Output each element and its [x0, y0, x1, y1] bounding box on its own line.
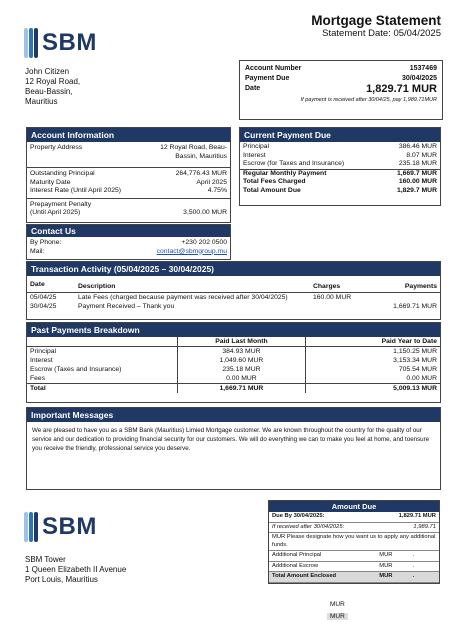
past-rows — [27, 347, 440, 394]
tx-charges: 160.00 MUR — [313, 294, 352, 301]
if-received-after-value: 1,989.71 — [376, 522, 439, 533]
current-payment-value: 235.18 MUR — [398, 160, 437, 167]
customer-address — [25, 67, 80, 107]
late-payment-note: If payment is received after 30/04/25, pay 1,989.71MUR — [300, 97, 437, 103]
col-date: Date — [30, 281, 45, 288]
message-body: We are pleased to have you as a SBM Bank (Mauritius) Limied Mortgage customer. We are known throughout the country for the quality of our service and our dedication to providing financial security for our customers. We will do everything we can to make you feel at home, and toensure you receive the friendly, professional service you deserve. — [32, 427, 430, 452]
past-payment-row — [27, 365, 440, 374]
logo-text: SBM — [42, 29, 97, 56]
additional-escrow-label: Additional Escrow — [272, 562, 319, 569]
past-item: Fees — [27, 374, 177, 384]
if-received-after-label: If received after 30/04/2025: — [269, 522, 376, 533]
total-enclosed-input[interactable]: . — [412, 573, 415, 579]
current-payment-value: 386.46 MUR — [398, 143, 437, 150]
mur-label-2: MUR — [327, 613, 348, 620]
property-address-label: Property Address — [30, 144, 83, 151]
account-number-label: Account Number — [245, 65, 302, 72]
tx-description: Payment Received – Thank you — [78, 303, 175, 310]
phone-label: By Phone: — [30, 239, 62, 246]
maturity-date-label: Maturity Date — [30, 178, 71, 186]
property-address-line1: 12 Royal Road, Beau- — [160, 144, 227, 151]
sbm-logo-mark-icon — [24, 28, 38, 58]
contact-us-header: Contact Us — [27, 225, 230, 237]
amount-due-table — [269, 512, 439, 583]
col-payments: Payments — [404, 282, 437, 290]
due-by-value: 1,829.71 MUR — [376, 512, 439, 522]
customer-line2: Beau-Bassin, — [25, 87, 73, 96]
past-ytd: 1,150.25 MUR — [393, 348, 437, 355]
bank-address-line1: SBM Tower — [25, 555, 66, 564]
additional-principal-input[interactable]: . — [412, 552, 415, 558]
phone-number: +230 202 0500 — [181, 239, 227, 246]
current-payment-row — [240, 160, 440, 169]
customer-line1: 12 Royal Road, — [25, 77, 81, 86]
past-payments-section — [26, 322, 441, 403]
account-information-section — [26, 127, 231, 223]
transaction-table — [27, 280, 440, 311]
additional-principal-label: Additional Principal — [272, 552, 322, 558]
current-payment-row — [240, 169, 440, 179]
tx-date: 05/04/25 — [30, 294, 57, 301]
payment-due-label: Payment Due — [245, 75, 290, 82]
tx-description: Late Fees (charged because payment was received after 30/04/2025) — [78, 294, 288, 301]
past-last-month: 1,669.71 MUR — [177, 384, 306, 394]
current-payment-due-section — [239, 127, 441, 206]
past-last-month: 235.18 MUR — [177, 365, 306, 374]
current-payment-value: 1,829.7 MUR — [396, 186, 437, 194]
customer-line3: Mauritius — [25, 97, 58, 106]
transaction-activity-section — [26, 261, 441, 320]
tx-charges — [310, 302, 370, 311]
past-payment-row — [27, 374, 440, 384]
tx-payments — [370, 293, 440, 303]
transaction-rows — [27, 293, 440, 312]
col-charges: Charges — [313, 282, 341, 290]
transaction-header-row — [27, 280, 440, 293]
tx-date: 30/04/25 — [30, 303, 57, 310]
amount-due-header: Amount Due — [269, 501, 439, 512]
prepayment-penalty-period: (Until April 2025) — [30, 209, 81, 216]
current-payment-row — [240, 143, 440, 152]
current-payment-due-header: Current Payment Due — [240, 128, 440, 142]
sbm-logo — [24, 28, 97, 58]
important-messages-header: Important Messages — [27, 408, 440, 422]
additional-funds-instruction: MUR Please designate how you want us to apply any additional funds. — [269, 533, 439, 551]
amount-due-value: 1,829.71 MUR — [366, 83, 437, 95]
maturity-date-value: April 2025 — [196, 178, 227, 186]
total-enclosed-label: Total Amount Enclosed — [269, 572, 376, 583]
additional-escrow-currency: MUR — [379, 562, 393, 569]
property-address-line2: Bassin, Mauritius — [175, 152, 227, 160]
current-payment-value: 160.00 MUR — [398, 178, 437, 185]
col-item — [27, 337, 177, 347]
prepayment-penalty-label: Prepayment Penalty — [30, 200, 92, 208]
current-payment-label: Principal — [243, 143, 270, 150]
transaction-row — [27, 302, 440, 311]
past-payment-row — [27, 347, 440, 357]
transaction-activity-header: Transaction Activity (05/04/2025 – 30/04/2025) — [27, 262, 440, 276]
col-description: Description — [78, 282, 116, 290]
account-summary-box — [239, 60, 443, 120]
past-last-month: 384.93 MUR — [177, 347, 306, 357]
past-item: Principal — [27, 347, 177, 357]
col-paid-last-month: Paid Last Month — [177, 337, 306, 347]
prepayment-penalty-value: 3,500.00 MUR — [183, 209, 227, 216]
past-payments-table — [27, 337, 440, 393]
past-last-month: 0.00 MUR — [177, 374, 306, 384]
past-payment-row — [27, 356, 440, 365]
current-payment-value: 1,669.7 MUR — [396, 169, 437, 177]
additional-escrow-input[interactable]: . — [412, 562, 415, 569]
contact-us-section — [26, 224, 231, 260]
statement-title: Mortgage Statement — [311, 13, 441, 28]
current-payment-value: 8.07 MUR — [406, 151, 437, 159]
interest-rate-label: Interest Rate (Until April 2025) — [30, 187, 122, 194]
past-payment-row — [27, 384, 440, 394]
date-label: Date — [245, 85, 261, 92]
important-messages-section — [26, 407, 441, 490]
past-ytd: 3,153.34 MUR — [393, 357, 437, 364]
current-payment-label: Interest — [243, 151, 266, 159]
account-number: 1537469 — [409, 65, 437, 72]
bank-address — [25, 555, 126, 585]
tx-payments: 1,669.71 MUR — [393, 303, 437, 310]
past-payments-header: Past Payments Breakdown — [27, 323, 440, 337]
current-payment-row — [240, 152, 440, 161]
current-payment-label: Regular Monthly Payment — [243, 169, 327, 177]
total-enclosed-currency: MUR — [379, 573, 393, 579]
past-item: Interest — [27, 356, 177, 365]
transaction-row — [27, 293, 440, 303]
current-payment-row — [240, 187, 440, 196]
col-paid-ytd: Paid Year to Date — [381, 338, 437, 345]
interest-rate-value: 4.75% — [207, 187, 227, 194]
bank-address-line2: 1 Queen Elizabeth II Avenue — [25, 565, 127, 574]
account-information-header: Account Information — [27, 128, 230, 142]
current-payment-rows — [240, 143, 440, 195]
past-item: Total — [27, 384, 177, 394]
past-ytd: 705.54 MUR — [398, 366, 437, 373]
bank-address-line3: Port Louis, Mauritius — [25, 575, 98, 584]
past-last-month: 1,049.60 MUR — [177, 356, 306, 365]
sbm-footer-logo — [24, 512, 97, 542]
current-payment-label: Total Fees Charged — [243, 178, 306, 185]
current-payment-label: Escrow (for Taxes and Insurance) — [243, 160, 345, 167]
due-by-label: Due By 30/04/2025: — [269, 512, 376, 522]
additional-principal-currency: MUR — [379, 552, 393, 558]
outstanding-principal-value: 264,776.43 MUR — [175, 170, 227, 177]
past-ytd: 5,009.13 MUR — [393, 385, 437, 392]
past-item: Escrow (Taxes and Insurance) — [27, 365, 177, 374]
payment-due-date: 30/04/2025 — [401, 75, 437, 82]
current-payment-row — [240, 178, 440, 187]
outstanding-principal-label: Outstanding Principal — [30, 170, 95, 177]
past-header-row — [27, 337, 440, 347]
current-payment-label: Total Amount Due — [243, 186, 301, 194]
customer-name: John Citizen — [25, 67, 70, 76]
amount-due-coupon — [268, 500, 440, 584]
email-link[interactable]: contact@sbmgroup.mu — [156, 247, 227, 255]
past-ytd: 0.00 MUR — [406, 375, 437, 382]
footer-logo-text: SBM — [42, 513, 97, 540]
statement-date: Statement Date: 05/04/2025 — [322, 28, 441, 39]
sbm-footer-logo-mark-icon — [24, 512, 38, 542]
mail-label: Mail: — [30, 247, 45, 255]
mur-label-1: MUR — [330, 601, 345, 608]
